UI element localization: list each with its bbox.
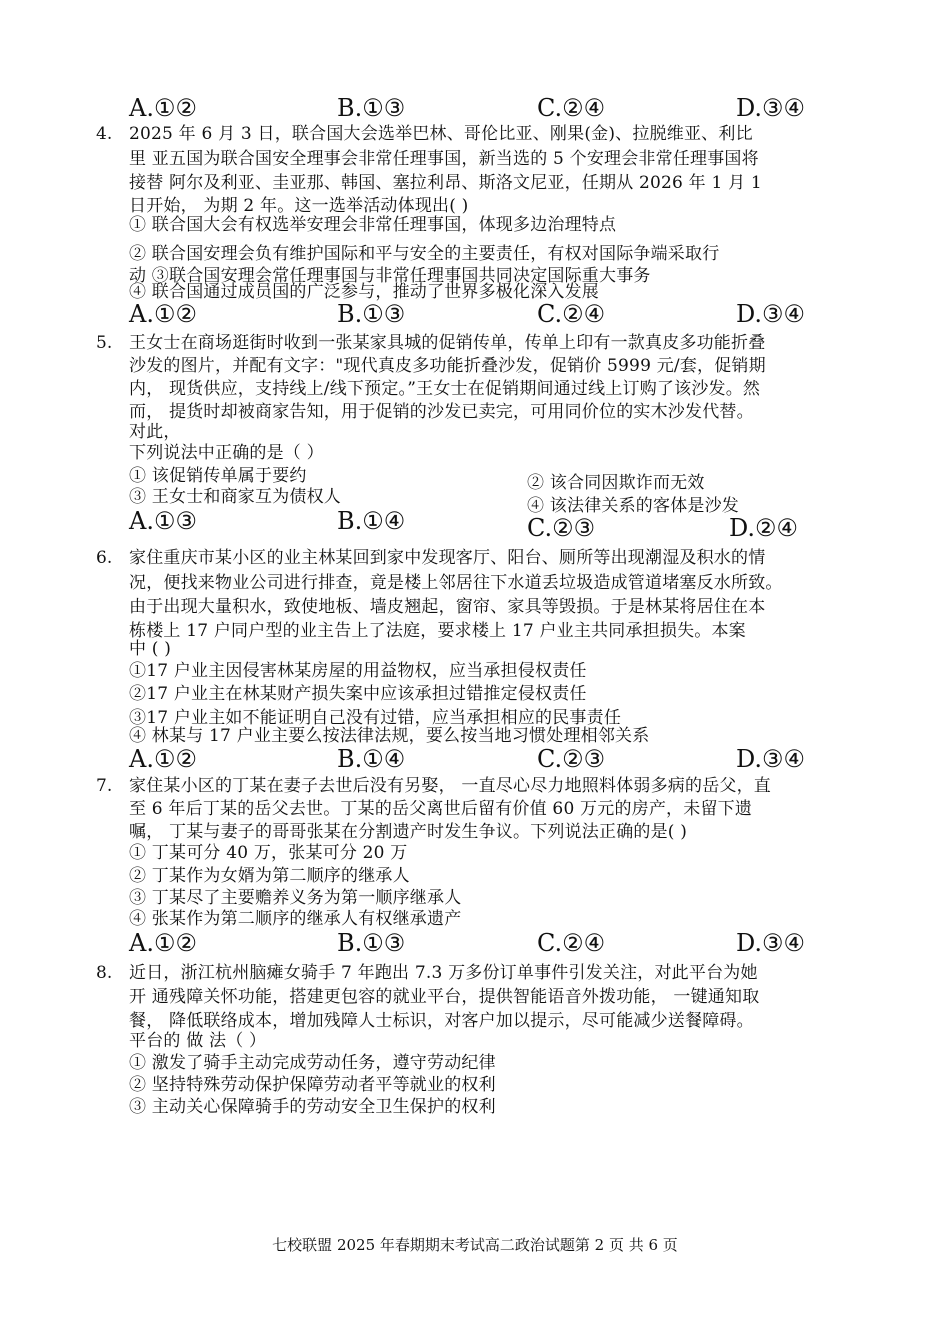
q5-statement: ④ 该法律关系的客体是沙发 [527, 496, 740, 516]
q6-option-a: A.①② [129, 745, 197, 773]
q7-statement: ② 丁某作为女婿为第二顺序的继承人 [129, 866, 410, 886]
q3-option-c: C.②④ [537, 94, 606, 122]
q5-line: 下列说法中正确的是（ ） [129, 443, 324, 463]
q3-option-b: B.①③ [337, 94, 406, 122]
q8-statement: ② 坚持特殊劳动保护保障劳动者平等就业的权利 [129, 1075, 496, 1095]
q3-option-d: D.③④ [736, 94, 806, 122]
q5-number: 5. [96, 333, 113, 353]
q6-statement: ②17 户业主在林某财产损失案中应该承担过错推定侵权责任 [129, 684, 587, 704]
q6-statement: ③17 户业主如不能证明自己没有过错，应当承担相应的民事责任 [129, 708, 622, 728]
q5-line: 内， 现货供应，支持线上/线下预定。”王女士在促销期间通过线上订购了该沙发。然 [129, 379, 761, 399]
q7-line: 家住某小区的丁某在妻子去世后没有另娶， 一直尽心尽力地照料体弱多病的岳父，直 [129, 776, 772, 796]
q4-line: 日开始， 为期 2 年。这一选举活动体现出( ) [129, 196, 469, 216]
q7-statement: ③ 丁某尽了主要赡养义务为第一顺序继承人 [129, 888, 462, 908]
q4-option-c: C.②④ [537, 300, 606, 328]
q8-line: 平台的 做 法（ ） [129, 1031, 267, 1051]
q6-number: 6. [96, 548, 113, 568]
q7-number: 7. [96, 776, 113, 796]
q6-option-c: C.②③ [537, 745, 606, 773]
q8-line: 近日，浙江杭州脑瘫女骑手 7 年跑出 7.3 万多份订单事件引发关注，对此平台为她 [129, 963, 758, 983]
q7-option-c: C.②④ [537, 929, 606, 957]
q6-statement: ①17 户业主因侵害林某房屋的用益物权，应当承担侵权责任 [129, 661, 587, 681]
q5-option-c: C.②③ [527, 514, 596, 542]
q7-line: 至 6 年后丁某的岳父去世。丁某的岳父离世后留有价值 60 万元的房产，未留下遗 [129, 799, 753, 819]
q7-option-a: A.①② [129, 929, 197, 957]
q8-line: 餐， 降低联络成本，增加残障人士标识，对客户加以提示，尽可能减少送餐障碍。 [129, 1011, 754, 1031]
q4-number: 4. [96, 124, 113, 144]
q5-statement: ② 该合同因欺诈而无效 [527, 473, 705, 493]
q6-option-b: B.①④ [337, 745, 406, 773]
q7-option-b: B.①③ [337, 929, 406, 957]
q5-option-b: B.①④ [337, 507, 406, 535]
q6-line: 家住重庆市某小区的业主林某回到家中发现客厅、阳台、厕所等出现潮湿及积水的情 [129, 548, 766, 568]
q5-line: 王女士在商场逛街时收到一张某家具城的促销传单，传单上印有一款真皮多功能折叠 [129, 333, 766, 353]
q8-line: 开 通残障关怀功能，搭建更包容的就业平台，提供智能语音外拨功能， 一键通知取 [129, 987, 760, 1007]
q8-statement: ③ 主动关心保障骑手的劳动安全卫生保护的权利 [129, 1097, 496, 1117]
q5-statement: ③ 王女士和商家互为债权人 [129, 487, 342, 507]
q4-line: 2025 年 6 月 3 日，联合国大会选举巴林、哥伦比亚、刚果(金)、拉脱维亚、利比 [129, 124, 753, 144]
q5-line: 沙发的图片，并配有文字："现代真皮多功能折叠沙发，促销价 5999 元/套，促销期 [129, 356, 766, 376]
q7-statement: ① 丁某可分 40 万，张某可分 20 万 [129, 843, 408, 863]
q4-line: 里 亚五国为联合国安全理事会非常任理事国，新当选的 5 个安理会非常任理事国将 [129, 149, 759, 169]
q3-option-a: A.①② [129, 94, 197, 122]
q6-line: 栋楼上 17 户同户型的业主告上了法庭，要求楼上 17 户业主共同承担损失。本案 [129, 621, 746, 641]
q5-option-a: A.①③ [129, 507, 197, 535]
q7-statement: ④ 张某作为第二顺序的继承人有权继承遗产 [129, 909, 462, 929]
q5-statement: ① 该促销传单属于要约 [129, 466, 307, 486]
q4-statement: 动 ③联合国安理会常任理事国与非常任理事国共同决定国际重大事务 [129, 266, 651, 286]
q6-line: 况，便找来物业公司进行排查，竟是楼上邻居往下水道丢垃圾造成管道堵塞反水所致。 [129, 573, 783, 593]
q4-statement: ④ 联合国通过成员国的广泛参与，推动了世界多极化深入发展 [129, 282, 600, 302]
q7-option-d: D.③④ [736, 929, 806, 957]
q4-statement: ② 联合国安理会负有维护国际和平与安全的主要责任，有权对国际争端采取行 [129, 244, 720, 264]
q6-statement: ④ 林某与 17 户业主要么按法律法规，要么按当地习惯处理相邻关系 [129, 726, 650, 746]
q4-statement: ① 联合国大会有权选举安理会非常任理事国，体现多边治理特点 [129, 215, 617, 235]
q6-line: 由于出现大量积水，致使地板、墙皮翘起，窗帘、家具等毁损。于是林某将居住在本 [129, 597, 766, 617]
q8-number: 8. [96, 963, 113, 983]
q4-option-d: D.③④ [736, 300, 806, 328]
page-footer: 七校联盟 2025 年春期期末考试高二政治试题第 2 页 共 6 页 [272, 1236, 678, 1254]
q6-option-d: D.③④ [736, 745, 806, 773]
q8-statement: ① 激发了骑手主动完成劳动任务，遵守劳动纪律 [129, 1053, 496, 1073]
q5-line: 对此， [129, 422, 181, 442]
q4-line: 接替 阿尔及利亚、圭亚那、韩国、塞拉利昂、斯洛文尼亚，任期从 2026 年 1 月 1 [129, 173, 762, 193]
q4-option-b: B.①③ [337, 300, 406, 328]
q4-option-a: A.①② [129, 300, 197, 328]
q5-line: 而， 提货时却被商家告知，用于促销的沙发已卖完，可用同价位的实木沙发代替。 [129, 402, 754, 422]
q6-line: 中 ( ) [129, 639, 172, 659]
q7-line: 嘱， 丁某与妻子的哥哥张某在分割遗产时发生争议。下列说法正确的是( ) [129, 822, 688, 842]
q5-option-d: D.②④ [729, 514, 799, 542]
